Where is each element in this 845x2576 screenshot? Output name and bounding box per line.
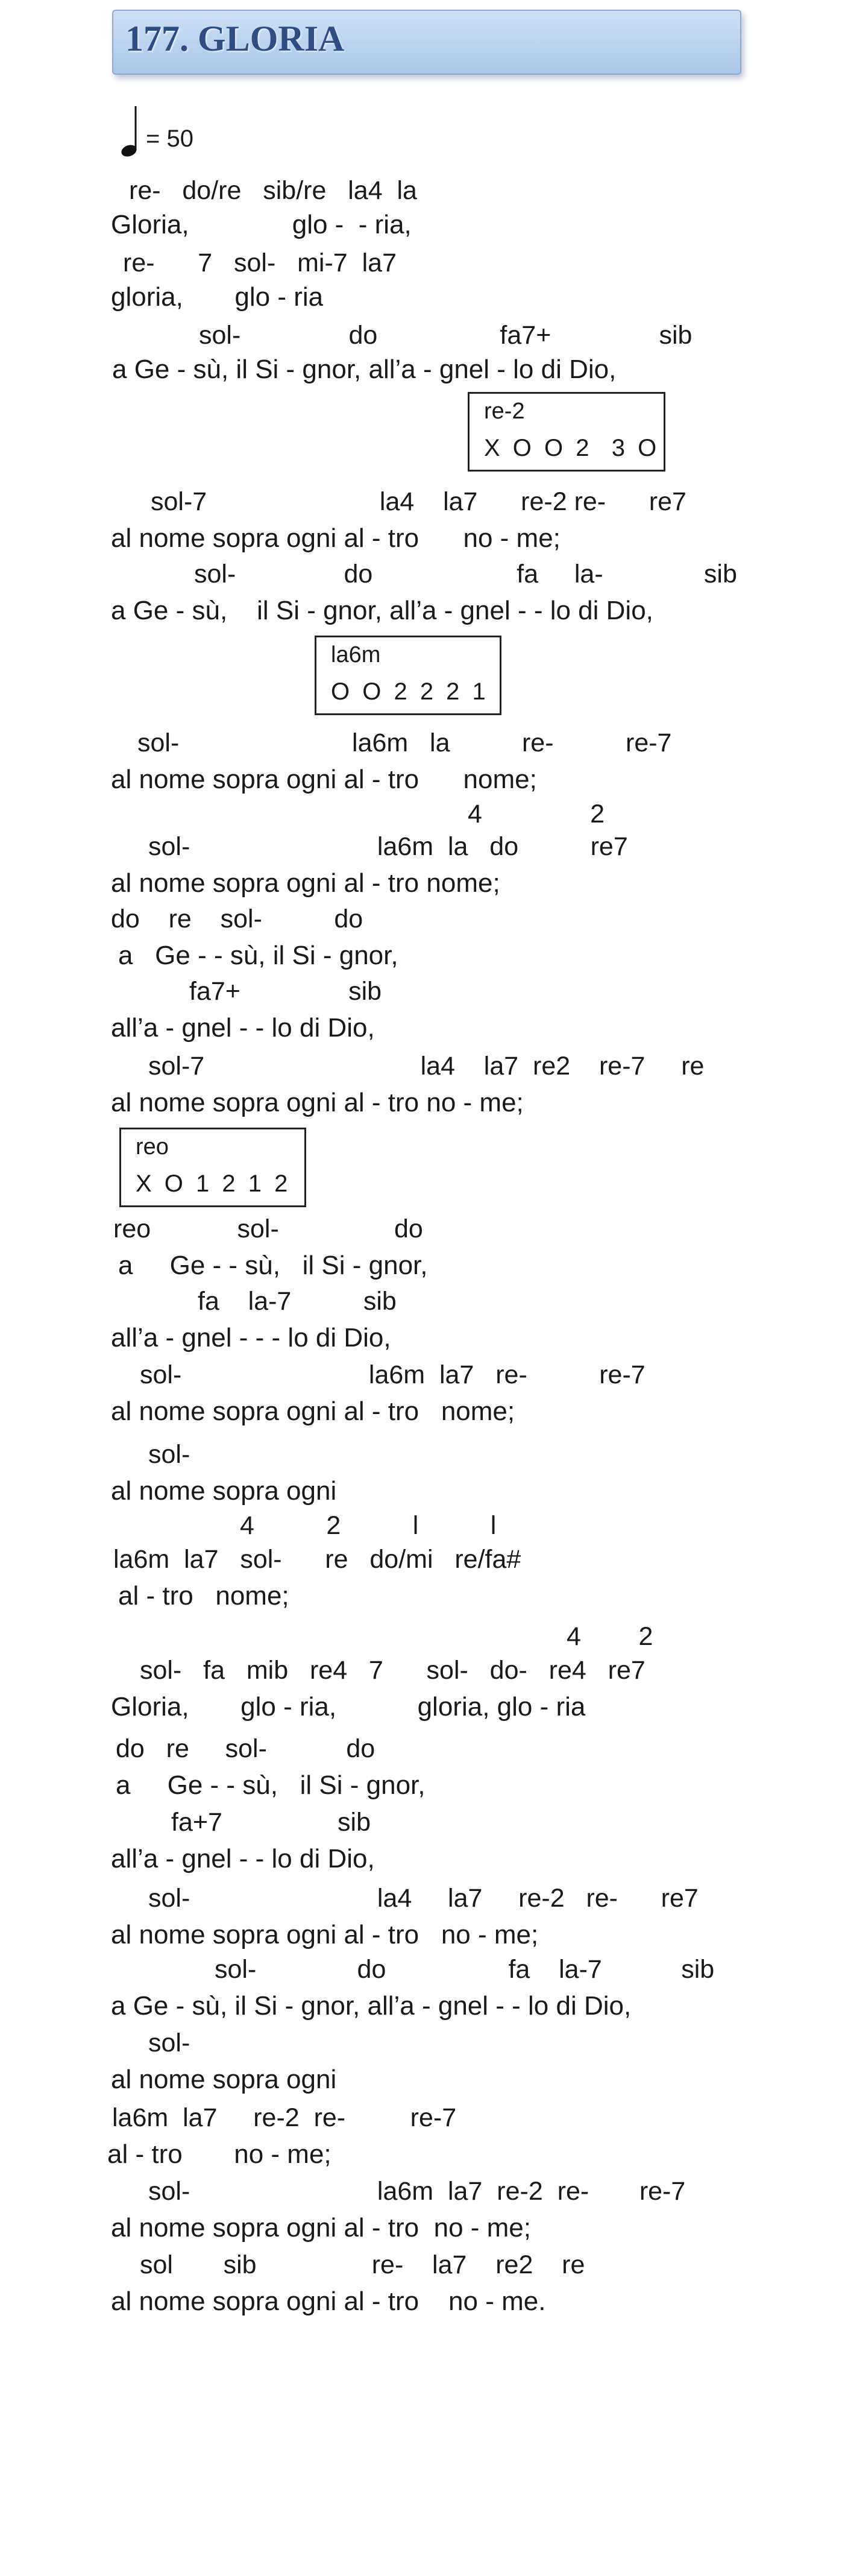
lyric-line: all’a - gnel - - - lo di Dio,	[111, 1323, 391, 1353]
chord-line: sol-7 la4 la7 re2 re-7 re	[148, 1052, 705, 1081]
chord-line: la6m la7 sol- re do/mi re/fa#	[113, 1545, 521, 1574]
chord-line: sol- fa mib re4 7 sol- do- re4 re7	[140, 1656, 646, 1685]
fingering-numbers: 4 2	[468, 800, 605, 829]
chord-line: sol sib re- la7 re2 re	[140, 2250, 585, 2279]
lyric-line: al nome sopra ogni al - tro nome;	[111, 765, 537, 794]
chord-line: fa la-7 sib	[198, 1287, 397, 1316]
chord-line: sol- do fa la-7 sib	[215, 1955, 715, 1984]
chord-diagram-box	[468, 392, 665, 472]
lyric-line: Gloria, glo - ria, gloria, glo - ria	[111, 1692, 586, 1722]
chord-line: do re sol- do	[111, 904, 363, 933]
quarter-note-icon	[117, 104, 141, 158]
chord-line: sol- la6m la7 re- re-7	[140, 1360, 646, 1389]
chord-line: sol- la6m la do re7	[148, 832, 628, 861]
chord-line: sol-	[148, 2028, 190, 2057]
chord-line: re- do/re sib/re la4 la	[129, 176, 417, 205]
chord-box-label: la6m	[331, 642, 381, 668]
lyric-line: al nome sopra ogni al - tro no - me;	[111, 1088, 524, 1117]
chord-box-label: reo	[136, 1134, 169, 1160]
lyric-line: a Ge - - sù, il Si - gnor,	[116, 1770, 426, 1800]
fingering-numbers: 4 2	[567, 1622, 653, 1651]
lyric-line: a Ge - sù, il Si - gnor, all’a - gnel - - lo di Dio,	[111, 1991, 632, 2021]
title-banner	[112, 10, 741, 75]
lyric-line: gloria, glo - ria	[111, 282, 324, 312]
chord-box-label: re-2	[484, 399, 525, 424]
lyric-line: all’a - gnel - - lo di Dio,	[111, 1013, 375, 1043]
lyric-line: al nome sopra ogni al - tro nome;	[111, 868, 500, 898]
lyric-line: al nome sopra ogni al - tro no - me;	[111, 523, 561, 553]
chord-box-fingering: X O 1 2 1 2	[136, 1170, 291, 1197]
lyric-line: al nome sopra ogni al - tro no - me;	[111, 1920, 539, 1949]
chord-diagram-box	[119, 1128, 306, 1207]
lyric-line: al - tro nome;	[118, 1581, 289, 1611]
lyric-line: a Ge - sù, il Si - gnor, all’a - gnel - lo di Dio,	[112, 355, 617, 384]
chord-diagram-box	[315, 636, 501, 715]
chord-line: sol-	[148, 1440, 190, 1469]
chord-line: sol- la6m la re- re-7	[137, 728, 672, 757]
lyric-line: al - tro no - me;	[107, 2139, 331, 2169]
lyric-line: a Ge - - sù, il Si - gnor,	[118, 941, 398, 970]
chord-line: sol- la4 la7 re-2 re- re7	[148, 1884, 699, 1913]
lyric-line: al nome sopra ogni al - tro no - me.	[111, 2287, 546, 2316]
fingering-numbers: 4 2 l l	[240, 1511, 497, 1540]
tempo-value: = 50	[146, 125, 193, 152]
page-title: 177. GLORIA	[125, 19, 345, 58]
chord-line: re- 7 sol- mi-7 la7	[123, 248, 397, 277]
lyric-line: a Ge - sù, il Si - gnor, all’a - gnel - - lo di Dio,	[111, 596, 653, 625]
lyric-line: al nome sopra ogni	[111, 2065, 337, 2094]
tempo-marking	[117, 104, 237, 158]
chord-line: fa7+ sib	[189, 977, 382, 1006]
lyric-line: Gloria, glo - - ria,	[111, 210, 412, 239]
chord-line: sol- do fa la- sib	[194, 560, 737, 589]
chord-line: reo sol- do	[113, 1214, 423, 1243]
chord-line: fa+7 sib	[171, 1808, 371, 1837]
chord-line: do re sol- do	[116, 1734, 375, 1763]
chord-line: sol- do fa7+ sib	[199, 321, 693, 350]
chord-box-fingering: X O O 2 3 O	[484, 435, 660, 461]
chord-line: la6m la7 re-2 re- re-7	[112, 2103, 457, 2132]
chord-line: sol-7 la4 la7 re-2 re- re7	[151, 487, 686, 516]
lyric-line: al nome sopra ogni al - tro no - me;	[111, 2213, 531, 2243]
lyric-line: all’a - gnel - - lo di Dio,	[111, 1844, 375, 1874]
lyric-line: a Ge - - sù, il Si - gnor,	[118, 1251, 428, 1280]
chord-box-fingering: O O 2 2 2 1	[331, 678, 489, 705]
lyric-line: al nome sopra ogni al - tro nome;	[111, 1397, 515, 1426]
lyric-line: al nome sopra ogni	[111, 1476, 337, 1506]
chord-line: sol- la6m la7 re-2 re- re-7	[148, 2177, 686, 2206]
